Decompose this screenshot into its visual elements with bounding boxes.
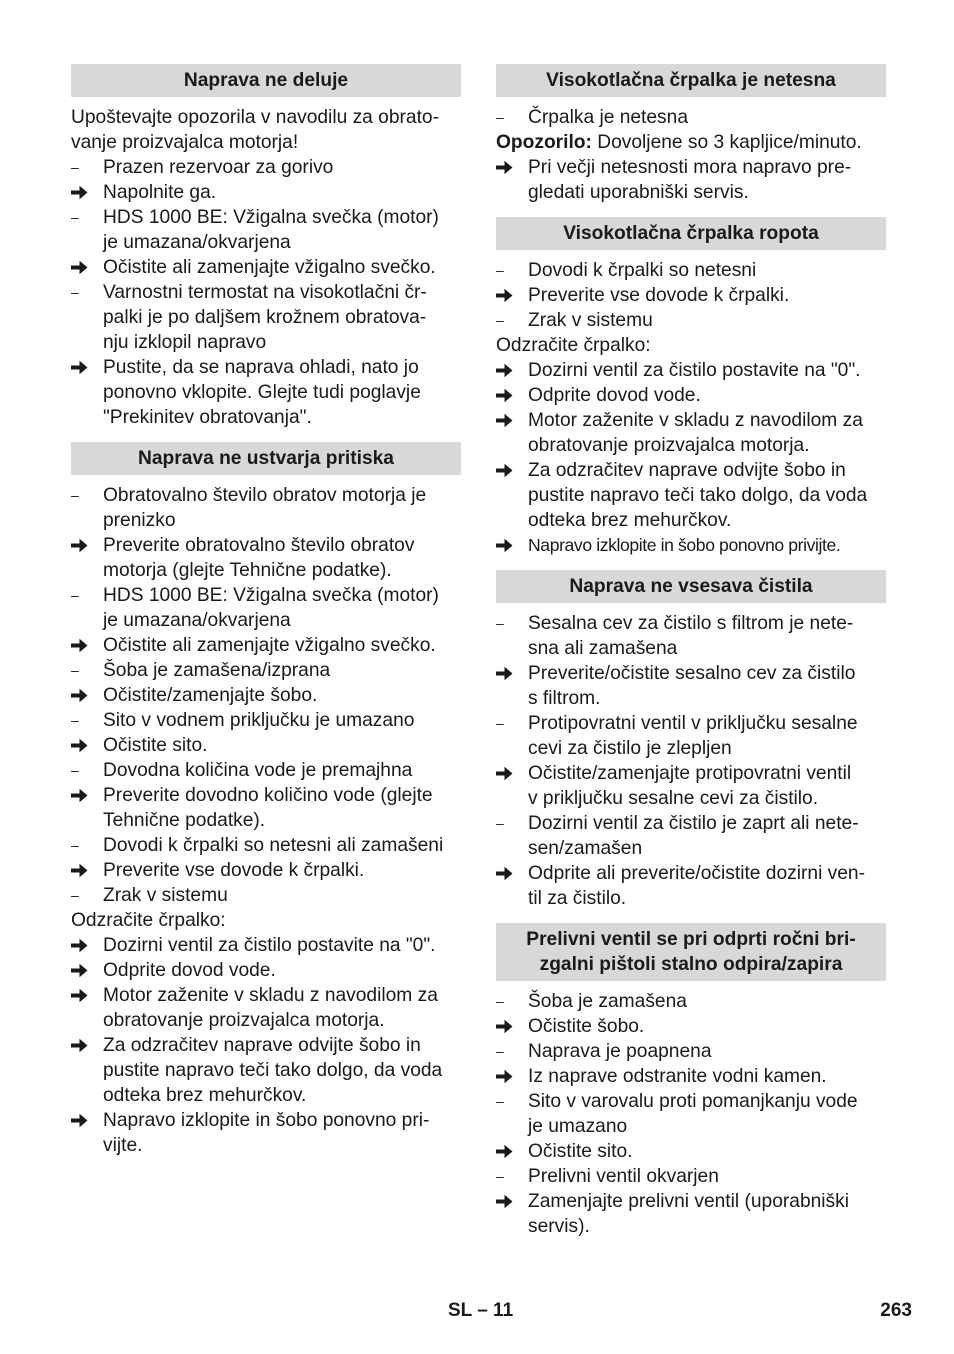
action-item [71, 683, 461, 708]
item-text: Črpalka je netesna [528, 107, 688, 128]
item-text: Pustite, da se naprava ohladi, nato jo ponovno vklopite. Glejte tudi poglavje "Prekinitev obratovanja". [103, 357, 421, 428]
dash-bullet: – [71, 209, 79, 225]
item-text: Pri večji netesnosti mora napravo pre- gledati uporabniški servis. [528, 157, 852, 203]
dash-bullet: – [496, 312, 504, 328]
cause-item [496, 1039, 886, 1064]
action-item [496, 1139, 886, 1164]
item-text: Preverite obratovalno število obratov motorja (glejte Tehnične podatke). [103, 535, 415, 581]
action-item [496, 358, 886, 383]
cause-item [496, 989, 886, 1014]
item-text: Sito v varovalu proti pomanjkanju vode je umazano [528, 1091, 858, 1137]
item-text: Očistite/zamenjajte šobo. [103, 685, 318, 706]
dash-bullet: – [496, 993, 504, 1009]
item-text: Očistite ali zamenjajte vžigalno svečko. [103, 635, 436, 656]
paragraph: Odzračite črpalko: [496, 335, 651, 356]
item-text: Očistite/zamenjajte protipovratni ventil v priključku sesalne cevi za čistilo. [528, 763, 852, 809]
item-text: Napravo izklopite in šobo ponovno pri- vijte. [103, 1110, 430, 1156]
cause-item [71, 708, 461, 733]
paragraph: Upoštevajte opozorila v navodilu za obrato- vanje proizvajalca motorja! [71, 107, 439, 153]
item-text: HDS 1000 BE: Vžigalna svečka (motor) je umazana/okvarjena [103, 585, 439, 631]
item-text: Očistite sito. [528, 1141, 633, 1162]
action-item [496, 383, 886, 408]
item-text: Odprite dovod vode. [103, 960, 276, 981]
cause-item [71, 833, 461, 858]
item-text: Prazen rezervoar za gorivo [103, 157, 334, 178]
section [496, 217, 886, 558]
item-text: Očistite šobo. [528, 1016, 645, 1037]
dash-bullet: – [496, 615, 504, 631]
item-text: Dovodna količina vode je premajhna [103, 760, 413, 781]
item-text: Odprite ali preverite/očistite dozirni ven- til za čistilo. [528, 863, 865, 909]
dash-bullet: – [71, 712, 79, 728]
dash-bullet: – [71, 159, 79, 175]
action-item [496, 408, 886, 458]
item-text: Odprite dovod vode. [528, 385, 701, 406]
dash-bullet: – [71, 284, 79, 300]
action-item [71, 180, 461, 205]
item-text: Zrak v sistemu [528, 310, 653, 331]
action-item [71, 733, 461, 758]
action-item [496, 661, 886, 711]
action-item [71, 1033, 461, 1108]
item-text: Preverite dovodno količino vode (glejte Tehnične podatke). [103, 785, 433, 831]
item-text: Preverite/očistite sesalno cev za čistilo s filtrom. [528, 663, 856, 709]
action-item [496, 761, 886, 811]
section-heading: Naprava ne vsesava čistila [496, 570, 886, 603]
left-column [71, 64, 461, 1170]
cause-item [71, 483, 461, 533]
dash-bullet: – [71, 487, 79, 503]
section [496, 64, 886, 205]
cause-item [496, 1164, 886, 1189]
item-text: Zrak v sistemu [103, 885, 228, 906]
dash-bullet: – [496, 1168, 504, 1184]
note: Opozorilo: Dovoljene so 3 kapljice/minuto. [496, 132, 862, 153]
item-text: Preverite vse dovode k črpalki. [103, 860, 365, 881]
action-item [71, 355, 461, 430]
footer-page-number: 263 [880, 1300, 912, 1321]
cause-item [71, 205, 461, 255]
cause-item [496, 811, 886, 861]
action-item [496, 1189, 886, 1239]
item-text: Dozirni ventil za čistilo postavite na "0". [103, 935, 436, 956]
item-text: Za odzračitev naprave odvijte šobo in pustite napravo teči tako dolgo, da voda odteka brez mehurčkov. [528, 460, 868, 531]
cause-item [496, 308, 886, 333]
item-text: Dovodi k črpalki so netesni [528, 260, 757, 281]
action-item [71, 1108, 461, 1158]
dash-bullet: – [71, 587, 79, 603]
action-item [71, 983, 461, 1033]
section [496, 570, 886, 911]
item-text: Za odzračitev naprave odvijte šobo in pustite napravo teči tako dolgo, da voda odteka brez mehurčkov. [103, 1035, 443, 1106]
cause-item [71, 155, 461, 180]
item-text: Obratovalno število obratov motorja je prenizko [103, 485, 427, 531]
action-item [496, 1014, 886, 1039]
item-text: Motor zaženite v skladu z navodilom za obratovanje proizvajalca motorja. [528, 410, 863, 456]
action-item [496, 1064, 886, 1089]
section [71, 442, 461, 1158]
item-text: Prelivni ventil okvarjen [528, 1166, 719, 1187]
section [496, 923, 886, 1239]
dash-bullet: – [496, 815, 504, 831]
dash-bullet: – [496, 109, 504, 125]
cause-item [496, 611, 886, 661]
section-heading: Prelivni ventil se pri odprti ročni bri- zgalni pištoli stalno odpira/zapira [496, 923, 886, 981]
dash-bullet: – [496, 1093, 504, 1109]
note-label: Opozorilo: [496, 132, 592, 153]
action-item [496, 861, 886, 911]
section-heading: Visokotlačna črpalka je netesna [496, 64, 886, 97]
item-text: Preverite vse dovode k črpalki. [528, 285, 790, 306]
dash-bullet: – [71, 762, 79, 778]
item-text: Dozirni ventil za čistilo postavite na "0". [528, 360, 861, 381]
action-item [71, 255, 461, 280]
action-item [496, 533, 886, 558]
section [71, 64, 461, 430]
dash-bullet: – [496, 715, 504, 731]
item-text: Napolnite ga. [103, 182, 217, 203]
item-text: Zamenjajte prelivni ventil (uporabniški servis). [528, 1191, 850, 1237]
dash-bullet: – [496, 262, 504, 278]
item-text: Dozirni ventil za čistilo je zaprt ali nete- sen/zamašen [528, 813, 859, 859]
cause-item [496, 258, 886, 283]
section-heading: Visokotlačna črpalka ropota [496, 217, 886, 250]
action-item [71, 858, 461, 883]
dash-bullet: – [71, 837, 79, 853]
paragraph: Odzračite črpalko: [71, 910, 226, 931]
action-item [71, 933, 461, 958]
dash-bullet: – [71, 662, 79, 678]
cause-item [496, 1089, 886, 1139]
item-text: Iz naprave odstranite vodni kamen. [528, 1066, 827, 1087]
cause-item [71, 583, 461, 633]
action-item [496, 155, 886, 205]
action-item [71, 783, 461, 833]
dash-bullet: – [71, 887, 79, 903]
item-text: Motor zaženite v skladu z navodilom za obratovanje proizvajalca motorja. [103, 985, 438, 1031]
item-text: Protipovratni ventil v priključku sesalne cevi za čistilo je zlepljen [528, 713, 858, 759]
item-text: Sito v vodnem priključku je umazano [103, 710, 415, 731]
item-text: Naprava je poapnena [528, 1041, 712, 1062]
item-text: Šoba je zamašena [528, 991, 687, 1012]
cause-item [71, 280, 461, 355]
item-text: Varnostni termostat na visokotlačni čr- palki je po daljšem krožnem obratova- nju izklopil napravo [103, 282, 427, 353]
cause-item [71, 758, 461, 783]
action-item [71, 958, 461, 983]
action-item [496, 283, 886, 308]
footer-language-page: SL – 11 [448, 1300, 514, 1321]
cause-item [71, 658, 461, 683]
section-heading: Naprava ne deluje [71, 64, 461, 97]
action-item [71, 633, 461, 658]
item-text: Očistite sito. [103, 735, 208, 756]
cause-item [496, 105, 886, 130]
cause-item [71, 883, 461, 908]
item-text: Dovodi k črpalki so netesni ali zamašeni [103, 835, 444, 856]
cause-item [496, 711, 886, 761]
item-text: HDS 1000 BE: Vžigalna svečka (motor) je umazana/okvarjena [103, 207, 439, 253]
item-text: Šoba je zamašena/izprana [103, 660, 331, 681]
action-item [71, 533, 461, 583]
item-text: Očistite ali zamenjajte vžigalno svečko. [103, 257, 436, 278]
right-column [496, 64, 886, 1251]
item-text: Sesalna cev za čistilo s filtrom je nete- sna ali zamašena [528, 613, 854, 659]
item-text: Napravo izklopite in šobo ponovno privijte. [528, 535, 841, 555]
section-heading: Naprava ne ustvarja pritiska [71, 442, 461, 475]
dash-bullet: – [496, 1043, 504, 1059]
action-item [496, 458, 886, 533]
